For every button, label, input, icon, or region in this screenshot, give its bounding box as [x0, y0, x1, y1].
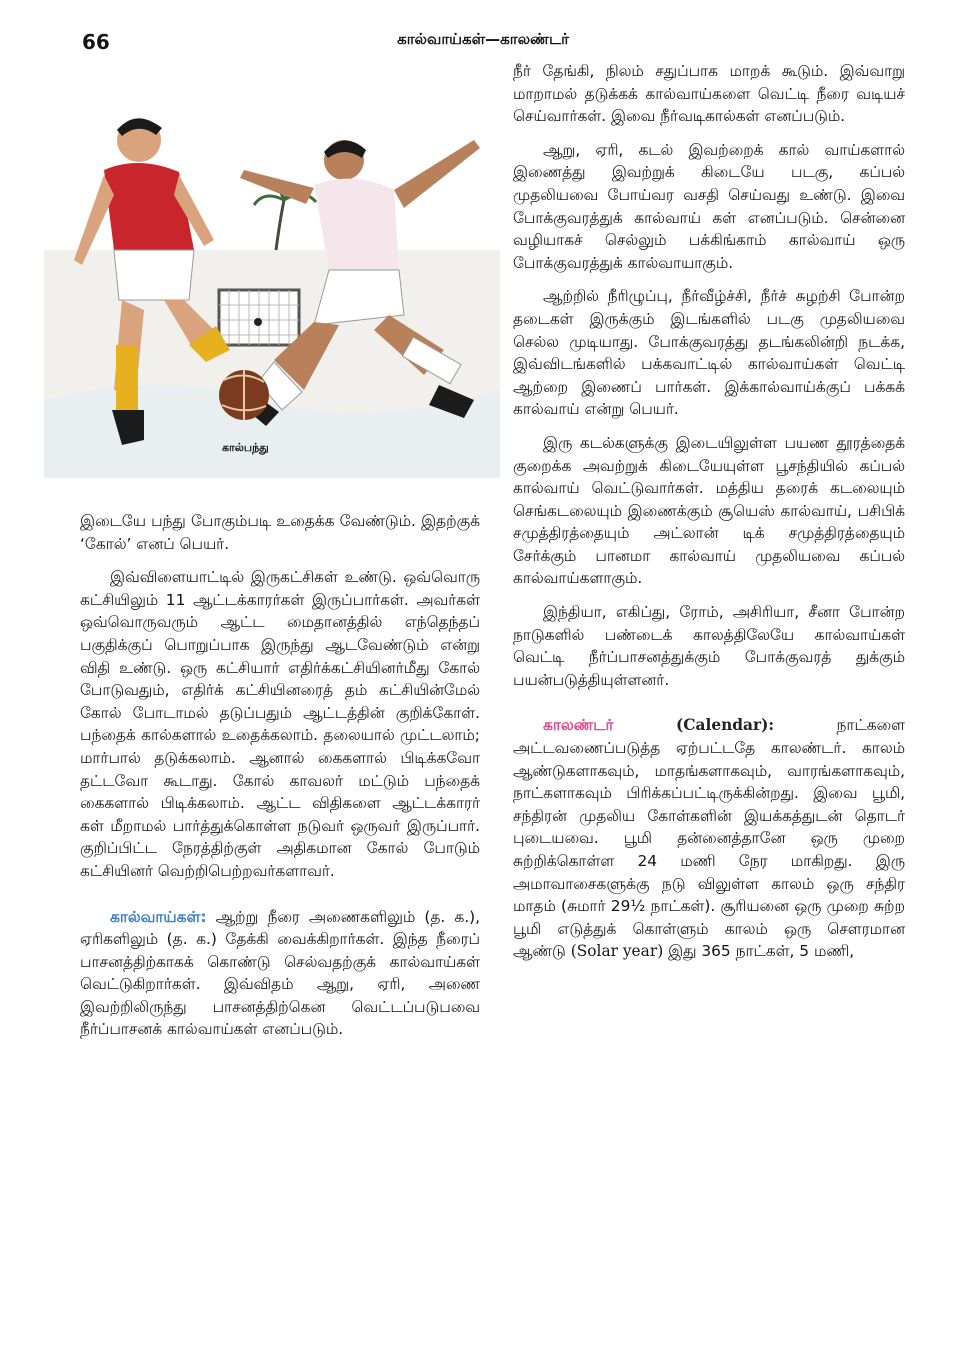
canals-heading: கால்வாய்கள்: [110, 907, 207, 926]
figure-caption: கால்பந்து [222, 441, 269, 454]
page-number: 66 [82, 30, 110, 54]
right-paragraph-3: ஆற்றில் நீரிழுப்பு, நீர்வீழ்ச்சி, நீர்ச் சுழற்சி போன்ற தடைகள் இருக்கும் இடங்களில் படகு முதலியவை செல்ல முடியாது. போக்குவரத்து தடங்கலின்றி நடக்க, இவ்விடங்களில் பக்கவாட்டில் கால்வாய்கள் வெட்டி ஆற்றை இணைப் பார்கள். இக்கால்வாய்க்குப் பக்கக் கால்வாய் என்று பெயர். [513, 287, 905, 419]
calendar-paragraph [513, 714, 905, 963]
right-paragraph-1: நீர் தேங்கி, நிலம் சதுப்பாக மாறக் கூடும். இவ்வாறு மாறாமல் தடுக்கக் கால்வாய்களை வெட்டி நீரை வடியச் செய்வார்கள். இவை நீர்வடிகால்கள் எனப்படும். [513, 62, 905, 126]
calendar-text: நாட்களை அட்டவணைப்படுத்த ஏற்பட்டதே காலண்டர். காலம் ஆண்டுகளாகவும், மாதங்களாகவும், வாரங்களாகவும், நாட்களாகவும் பிரிக்கப்பட்டிருக்கின்றது. இவை பூமி, சந்திரன் முதலிய கோள்களின் இயக்கத்துடன் தொடர் புடையவை. பூமி தன்னைத்தானே ஒரு முறை சுற்றிக்கொள்ள 24 மணி நேர மாகிறது. இரு அமாவாசைகளுக்கு நடு விலுள்ள காலம் ஒரு சந்திர மாதம் (சுமார் 29½ நாட்கள்). சூரியனை ஒரு முறை சுற்ற பூமி எடுத்துக் கொள்ளும் காலம் ஒரு சௌரமான ஆண்டு [513, 716, 905, 961]
right-column [513, 60, 905, 974]
solar-year-latin: (Solar year) [570, 942, 664, 961]
calendar-heading: காலண்டர் [543, 716, 614, 735]
calendar-latin: (Calendar): [675, 716, 775, 735]
football-illustration [44, 100, 500, 478]
left-paragraph-1: இடையே பந்து போகும்படி உதைக்க வேண்டும். இதற்குக் ‘கோல்’ எனப் பெயர். [80, 512, 480, 553]
canals-paragraph [80, 906, 480, 1042]
left-paragraph-2: இவ்விளையாட்டில் இருகட்சிகள் உண்டு. ஒவ்வொரு கட்சியிலும் 11 ஆட்டக்காரர்கள் இருப்பார்கள். அவர்கள் ஒவ்வொருவரும் ஆட்ட மைதானத்தில் எந்தெந்தப் பகுதிக்குப் பொறுப்பாக இருந்து ஆடவேண்டும் என்று விதி உண்டு. ஒரு கட்சியார் எதிர்க்கட்சியினர்மீது கோல் போடுவதும், எதிர்க் கட்சியினரைத் தம் கட்சியின்மேல் கோல் போடாமல் தடுப்பதும் ஆட்டத்தின் குறிக்கோள். பந்தைக் கால்களால் உதைக்கலாம். தலையால் முட்டலாம்; மார்பால் தடுக்கலாம். ஆனால் கைகளால் பிடிக்கவோ தட்டவோ கூடாது. கோல் காவலர் மட்டும் பந்தைக் கைகளால் பிடிக்கலாம். ஆட்ட விதிகளை ஆட்டக்காரர் கள் மீறாமல் பார்த்துக்கொள்ள நடுவர் ஒருவர் இருப்பார். குறிப்பிட்ட நேரத்திற்குள் அதிகமான கோல் போடும் கட்சியினர் வெற்றிபெற்றவர்களாவர். [80, 568, 480, 880]
football-players-icon [44, 100, 500, 478]
right-paragraph-4: இரு கடல்களுக்கு இடையிலுள்ள பயண தூரத்தைக் குறைக்க அவற்றுக் கிடையேயுள்ள பூசந்தியில் கப்பல் கால்வாய் வெட்டுவார்கள். மத்திய தரைக் கடலையும் செங்கடலையும் இணைக்கும் சூயெஸ் கால்வாய், பசிபிக் சமுத்திரத்தையும் அட்லான் டிக் சமுத்திரத்தையும் சேர்க்கும் பானமா கால்வாய் முதலியவை கப்பல் கால்வாய்களாகும். [513, 433, 905, 588]
left-column [80, 510, 480, 1052]
running-head: கால்வாய்கள்—காலண்டர் [397, 30, 569, 48]
calendar-tail: இது 365 நாட்கள், 5 மணி, [668, 942, 855, 961]
right-paragraph-2: ஆறு, ஏரி, கடல் இவற்றைக் கால் வாய்களால் இணைத்து இவற்றுக் கிடையே படகு, கப்பல் முதலியவை போய்வர வசதி செய்வது உண்டு. இவை போக்குவரத்துக் கால்வாய் கள் எனப்படும். சென்னை வழியாகச் செல்லும் பக்கிங்காம் கால்வாய் ஒரு போக்குவரத்துக் கால்வாயாகும். [513, 140, 905, 272]
right-paragraph-5: இந்தியா, எகிப்து, ரோம், அசிரியா, சீனா போன்ற நாடுகளில் பண்டைக் காலத்திலேயே கால்வாய்கள் வெட்டி நீர்ப்பாசனத்துக்கும் போக்குவரத் துக்கும் பயன்படுத்தியுள்ளனர். [513, 603, 905, 689]
canals-text: ஆற்று நீரை அணைகளிலும் (த. க.), ஏரிகளிலும் (த. க.) தேக்கி வைக்கிறார்கள். இந்த நீரைப் பாசனத்திற்காகக் கொண்டு செல்வதற்குக் கால்வாய்கள் வெட்டுகிறார்கள். இவ்விதம் ஆறு, ஏரி, அணை இவற்றிலிருந்து பாசனத்திற்கென வெட்டப்படுபவை நீர்ப்பாசனக் கால்வாய்கள் எனப்படும். [80, 907, 480, 1039]
